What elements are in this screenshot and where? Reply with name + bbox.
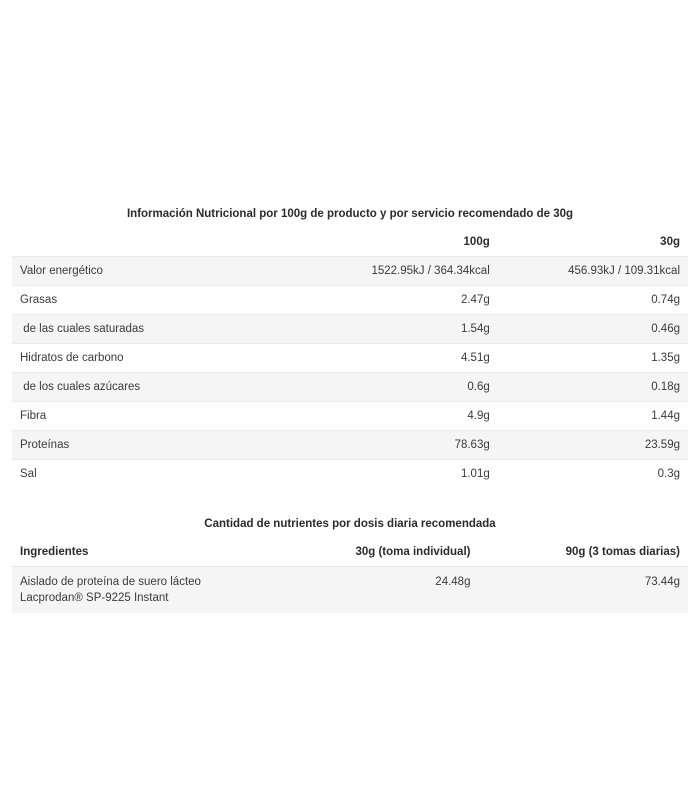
nutrient-value-30g: 0.46g [498, 315, 688, 344]
nutrient-label: Fibra [12, 402, 298, 431]
ingredient-name: Aislado de proteína de suero lácteo Lacprodan® SP-9225 Instant [12, 567, 268, 614]
nutrient-label: de los cuales azúcares [12, 373, 298, 402]
nutrition-row [12, 257, 688, 286]
nutrition-header-row [12, 228, 688, 257]
nutrition-table [12, 228, 688, 488]
nutrient-value-30g: 1.44g [498, 402, 688, 431]
nutrient-value-100g: 78.63g [298, 431, 498, 460]
nutrient-value-30g: 23.59g [498, 431, 688, 460]
nutrition-row [12, 402, 688, 431]
nutrient-value-30g: 0.74g [498, 286, 688, 315]
ingredients-header-daily: 90g (3 tomas diarias) [565, 546, 680, 558]
nutrition-row [12, 286, 688, 315]
nutrient-value-100g: 1.54g [298, 315, 498, 344]
nutrient-value-30g: 1.35g [498, 344, 688, 373]
nutrition-table-caption: Información Nutricional por 100g de producto y por servicio recomendado de 30g [126, 208, 574, 220]
ingredient-value-daily: 73.44g [478, 567, 688, 614]
nutrient-value-30g: 0.18g [498, 373, 688, 402]
nutrition-row [12, 315, 688, 344]
nutrient-value-100g: 4.9g [298, 402, 498, 431]
nutrient-value-100g: 2.47g [298, 286, 498, 315]
ingredient-row [12, 567, 688, 614]
nutrient-label: Hidratos de carbono [12, 344, 298, 373]
ingredients-header-name: Ingredientes [20, 546, 89, 558]
ingredients-header-single: 30g (toma individual) [355, 546, 471, 558]
nutrition-row [12, 431, 688, 460]
nutrient-value-30g: 456.93kJ / 109.31kcal [498, 257, 688, 286]
ingredients-table-caption: Cantidad de nutrientes por dosis diaria recomendada [204, 518, 496, 530]
nutrient-value-100g: 1.01g [298, 460, 498, 489]
nutrient-label: Sal [12, 460, 298, 489]
nutrient-label: Proteínas [12, 431, 298, 460]
nutrient-value-30g: 0.3g [498, 460, 688, 489]
nutrition-panel [12, 200, 688, 613]
nutrition-header-label [12, 228, 298, 257]
nutrient-value-100g: 4.51g [298, 344, 498, 373]
nutrition-row [12, 344, 688, 373]
nutrition-header-100g: 100g [463, 236, 490, 248]
ingredients-table [12, 538, 688, 613]
nutrition-row [12, 460, 688, 489]
nutrition-header-30g: 30g [660, 236, 680, 248]
nutrient-value-100g: 0.6g [298, 373, 498, 402]
nutrient-value-100g: 1522.95kJ / 364.34kcal [298, 257, 498, 286]
nutrient-label: Valor energético [12, 257, 298, 286]
nutrition-row [12, 373, 688, 402]
nutrient-label: de las cuales saturadas [12, 315, 298, 344]
ingredients-header-row [12, 538, 688, 567]
nutrient-label: Grasas [12, 286, 298, 315]
ingredient-value-single: 24.48g [268, 567, 478, 614]
